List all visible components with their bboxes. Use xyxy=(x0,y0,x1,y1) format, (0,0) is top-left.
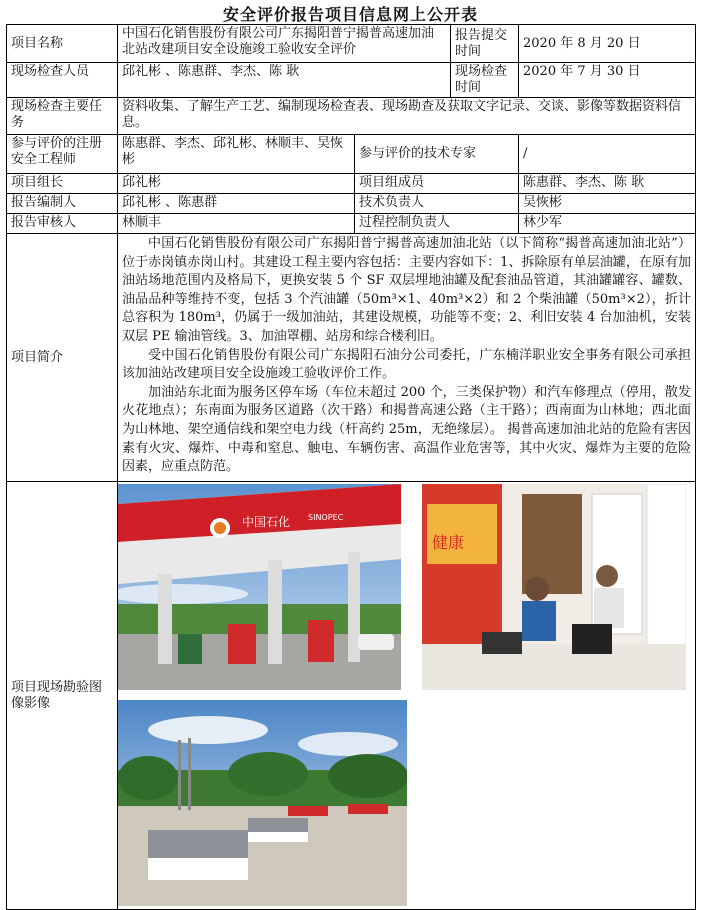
intro-paragraph-2: 受中国石化销售股份有限公司广东揭阳石油分公司委托，广东楠洋职业安全事务有限公司承担该加油站改建项目安全设施竣工验收评价工作。 xyxy=(122,347,692,382)
compiler-value: 邱礼彬 、陈惠群 xyxy=(118,194,355,214)
engineers-value: 陈惠群、李杰、邱礼彬、林顺丰、吴恢彬 xyxy=(118,135,355,174)
inspect-time-value: 2020 年 7 月 30 日 xyxy=(519,63,696,98)
inspectors-value: 邱礼彬 、陈惠群、李杰、陈 耿 xyxy=(118,63,451,98)
leader-label: 项目组长 xyxy=(7,174,118,194)
experts-value: / xyxy=(519,135,696,174)
intro-paragraph-3: 加油站东北面为服务区停车场（车位未超过 200 个，三类保护物）和汽车修理点（停用，散发火花地点）；东南面为服务区道路（次干路）和揭普高速公路（主干路）；西南面为山林地；西北面为山林地、架空通信线和架空电力线（杆高约 25m，无绝缘层）。 揭普高速加油北站的危险有害因素有火灾、爆炸、中毒和窒息、触电、车辆伤害、高温作业危害等，其中火灾、爆炸为主要的危险因素，应重点防范。 xyxy=(122,384,692,475)
tech-lead-label: 技术负责人 xyxy=(355,194,519,214)
tech-lead-value: 吴恢彬 xyxy=(519,194,696,214)
inspect-time-label: 现场检查时间 xyxy=(451,63,519,98)
photos-label: 项目现场勘验图像影像 xyxy=(7,482,118,910)
experts-label: 参与评价的技术专家 xyxy=(355,135,519,174)
engineers-label: 参与评价的注册安全工程师 xyxy=(7,135,118,174)
intro-label: 项目简介 xyxy=(7,234,118,482)
leader-value: 邱礼彬 xyxy=(118,174,355,194)
intro-content xyxy=(118,234,696,482)
shop-interior-photo xyxy=(422,484,686,690)
shop-sign-text: 健康 xyxy=(432,533,465,552)
tasks-label: 现场检查主要任务 xyxy=(7,98,118,135)
canopy-sign-en: SINOPEC xyxy=(308,513,344,522)
tank-area-photo xyxy=(118,700,407,906)
tasks-value: 资料收集、了解生产工艺、编制现场检查表、现场勘查及获取文字记录、交谈、影像等数据资料信息。 xyxy=(118,98,696,135)
info-table xyxy=(6,24,696,910)
submit-time-label: 报告提交时间 xyxy=(451,25,519,63)
inspectors-label: 现场检查人员 xyxy=(7,63,118,98)
photos-cell xyxy=(118,482,696,910)
intro-paragraph-1: 中国石化销售股份有限公司广东揭阳普宁揭普高速加油北站（以下简称“揭普高速加油北站”）位于赤岗镇赤岗山村。其建设工程主要内容包括：主要内容如下：1、拆除原有单层油罐，在原有加油站场地范围内及格局下，更换安装 5 个 SF 双层埋地油罐及配套油品管道，其油罐罐容、罐数、油品品种等维持不变，包括 3 个汽油罐（50m³×1、40m³×2）和 2 个柴油罐（50m³×2），折计总容积为 180m³，仍属于一级加油站，其建设规模，功能等不变；2、利旧安装 4 台加油机，安装双层 PE 输油管线。3、加油罩棚、站房和综合楼利旧。 xyxy=(122,236,692,344)
members-label: 项目组成员 xyxy=(355,174,519,194)
process-control-value: 林少军 xyxy=(519,214,696,234)
project-name-label: 项目名称 xyxy=(7,25,118,63)
submit-time-value: 2020 年 8 月 20 日 xyxy=(519,25,696,63)
process-control-label: 过程控制负责人 xyxy=(355,214,519,234)
project-name-value: 中国石化销售股份有限公司广东揭阳普宁揭普高速加油北站改建项目安全设施竣工验收安全评价 xyxy=(118,25,451,63)
compiler-label: 报告编制人 xyxy=(7,194,118,214)
page-title: 安全评价报告项目信息网上公开表 xyxy=(222,5,478,24)
gas-station-canopy-photo xyxy=(118,484,401,690)
reviewer-label: 报告审核人 xyxy=(7,214,118,234)
canopy-sign-text: 中国石化 xyxy=(242,515,291,529)
members-value: 陈惠群、李杰、陈 耿 xyxy=(519,174,696,194)
reviewer-value: 林顺丰 xyxy=(118,214,355,234)
